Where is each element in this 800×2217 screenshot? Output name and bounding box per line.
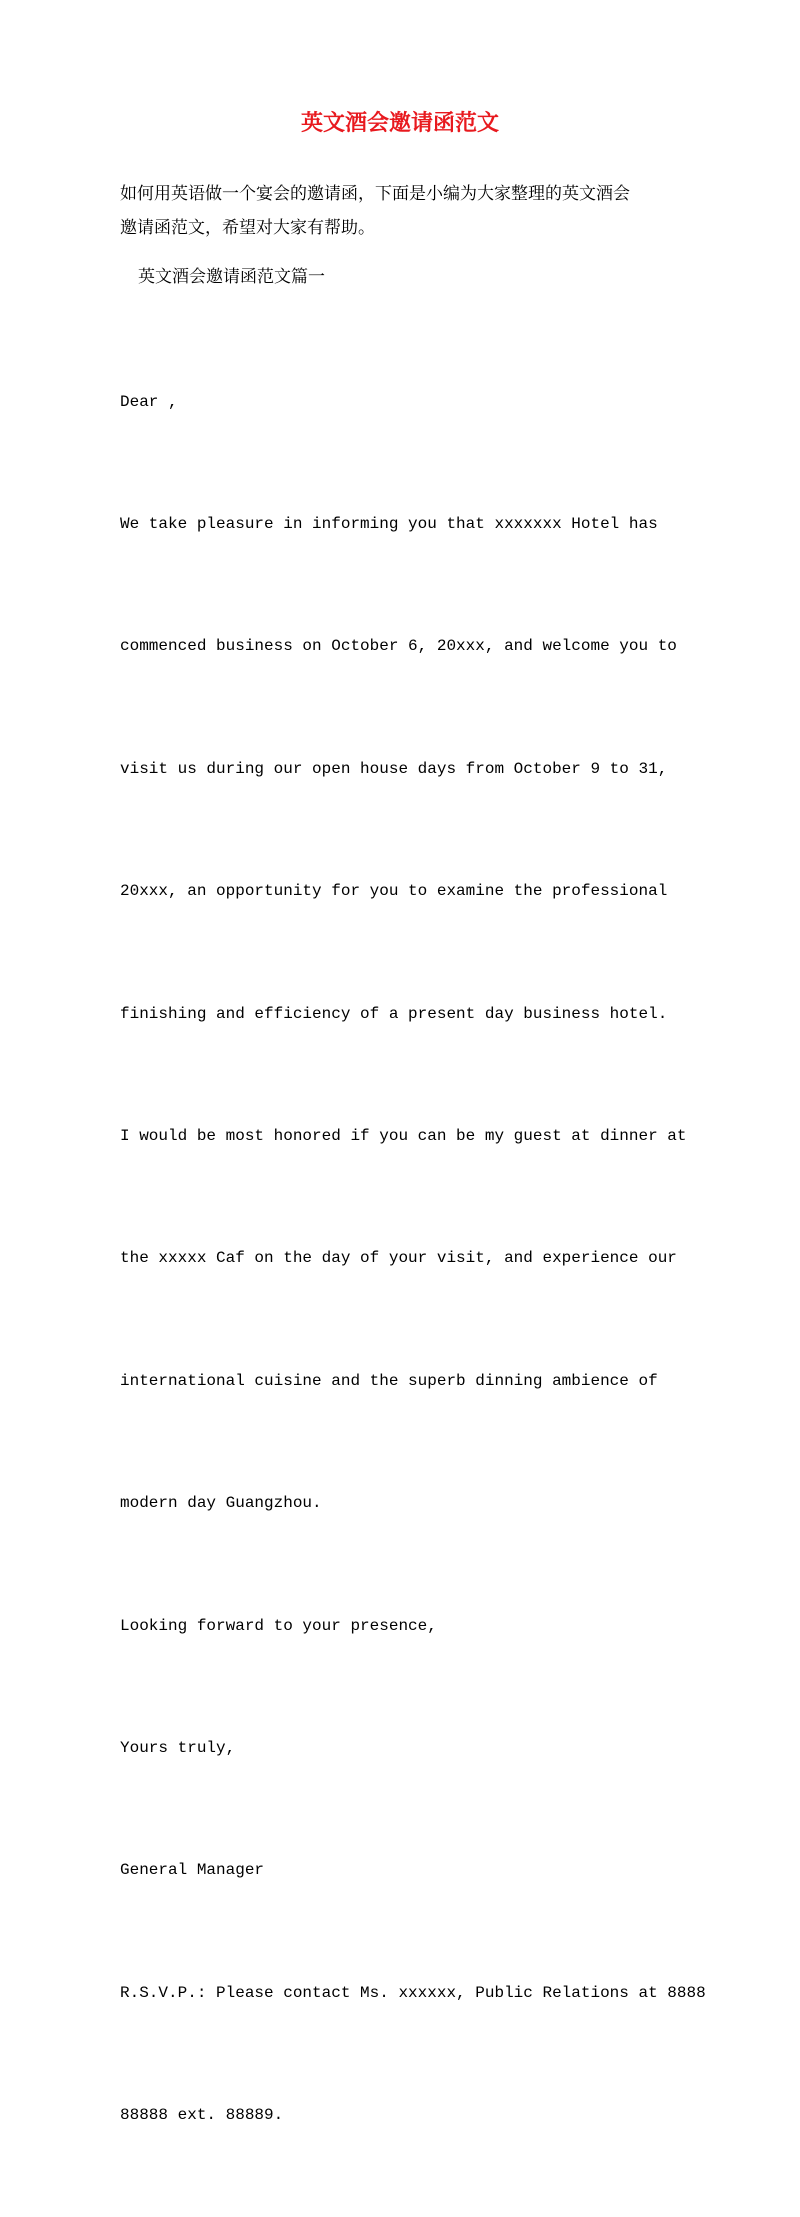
- letter-line: the xxxxx Caf on the day of your visit, and experience our: [120, 1249, 677, 1268]
- letter-line: Dear ,: [120, 392, 178, 411]
- letter-line: visit us during our open house days from October 9 to 31,: [120, 759, 668, 778]
- intro-line-1: 如何用英语做一个宴会的邀请函，下面是小编为大家整理的英文酒会: [120, 184, 630, 204]
- intro-paragraph: [120, 177, 690, 245]
- letter-line: international cuisine and the superb dinning ambience of: [120, 1371, 658, 1390]
- intro-line-2: 邀请函范文，希望对大家有帮助。: [120, 218, 375, 238]
- letter-line: 20xxx, an opportunity for you to examine the professional: [120, 882, 668, 901]
- letter-line: commenced business on October 6, 20xxx, and welcome you to: [120, 637, 677, 656]
- letter-line: 88888 ext. 88889.: [120, 2106, 284, 2125]
- letter-body: [120, 300, 706, 2217]
- letter-line: Yours truly,: [120, 1738, 236, 1757]
- letter-line: I would be most honored if you can be my guest at dinner at: [120, 1126, 687, 1145]
- letter-line: General Manager: [120, 1861, 265, 1880]
- letter-line: We take pleasure in informing you that xxxxxxx Hotel has: [120, 514, 658, 533]
- letter-line: R.S.V.P.: Please contact Ms. xxxxxx, Public Relations at 8888: [120, 1983, 706, 2002]
- section-subheading: 英文酒会邀请函范文篇一: [138, 267, 325, 287]
- letter-line: modern day Guangzhou.: [120, 1494, 322, 1513]
- document-title: 英文酒会邀请函范文: [300, 110, 499, 136]
- letter-line: finishing and efficiency of a present day business hotel.: [120, 1004, 668, 1023]
- letter-line: Looking forward to your presence,: [120, 1616, 437, 1635]
